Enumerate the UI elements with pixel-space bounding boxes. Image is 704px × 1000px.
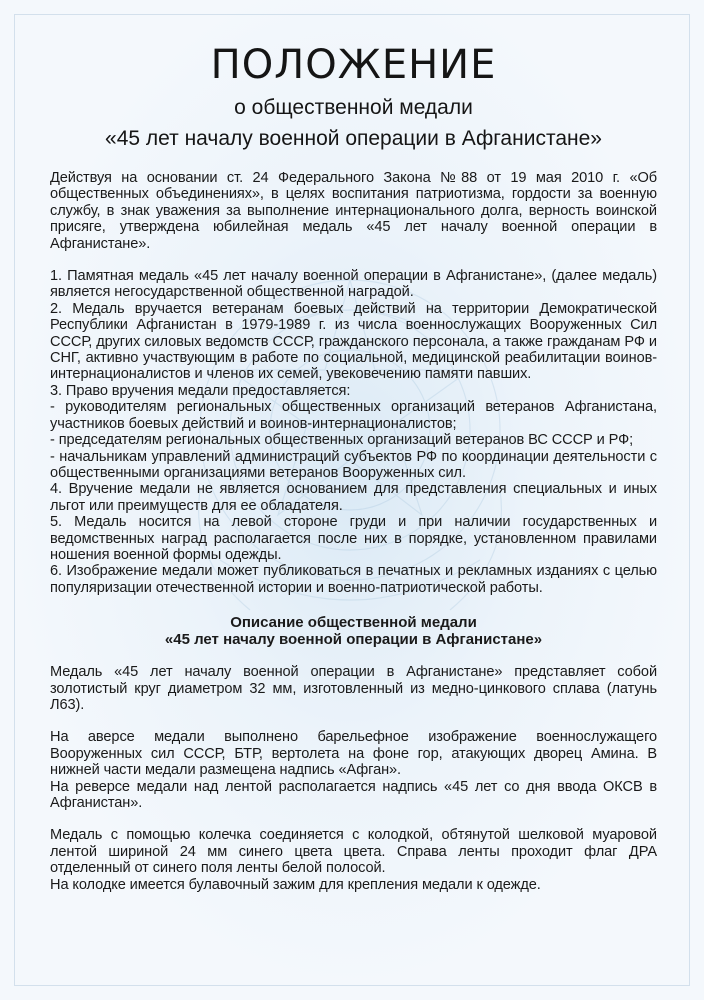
subtitle-line-1: о общественной медали: [234, 96, 473, 119]
subtitle-line-2: «45 лет началу военной операции в Афганистане»: [105, 127, 602, 150]
item-5: 5. Медаль носится на левой стороне груди и при наличии государственных и ведомственных наград располагается после них в порядке, установленном правилами ношения военной формы одежды.: [50, 514, 657, 563]
item-4: 4. Вручение медали не является основанием для представления специальных и иных льгот или преимуществ для ее обладателя.: [50, 481, 657, 514]
description-paragraph-5: На колодке имеется булавочный зажим для крепления медали к одежде.: [50, 876, 541, 893]
description-heading-line-1: Описание общественной медали: [230, 614, 477, 632]
document-content: [50, 40, 657, 893]
item-3: 3. Право вручения медали предоставляется:: [50, 382, 351, 399]
document-title: ПОЛОЖЕНИЕ: [210, 42, 497, 88]
description-paragraph-1: Медаль «45 лет началу военной операции в Афганистане» представляет собой золотистый круг диаметром 32 мм, изготовленный из медно-цинкового сплава (латунь Л63).: [50, 664, 657, 713]
description-paragraph-4: Медаль с помощью колечка соединяется с колодкой, обтянутой шелковой муаровой лентой шириной 24 мм синего цвета цвета. Справа ленты проходит флаг ДРА отделенный от синего поля ленты белой полосой.: [50, 827, 657, 877]
item-3-sub-3: - начальникам управлений администраций субъектов РФ по координации деятельности с общественными организациями ветеранов Вооруженных сил.: [50, 448, 657, 481]
description-paragraph-3: На реверсе медали над лентой располагается надпись «45 лет со дня ввода ОКСВ в Афганистан».: [50, 778, 657, 811]
spacer: [50, 713, 657, 729]
description-heading: [50, 614, 657, 648]
item-2: 2. Медаль вручается ветеранам боевых действий на территории Демократической Республики Афганистан в 1979-1989 г. из числа военнослужащих Вооруженных Сил СССР, других силовых ведомств СССР, гражданского персонала, а также гражданам РФ и СНГ, активно участвующим в работе по социальной, медицинской реабилитации воинов-интернационалистов и членов их семей, увековечению памяти павших.: [50, 300, 657, 383]
spacer: [50, 648, 657, 664]
item-3-sub-2: - председателям региональных общественных организаций ветеранов ВС СССР и РФ;: [50, 432, 634, 449]
item-1: 1. Памятная медаль «45 лет началу военной операции в Афганистане», (далее медаль) является негосударственной общественной наградой.: [50, 268, 657, 301]
item-6: 6. Изображение медали может публиковаться в печатных и рекламных изданиях с целью популяризации отечественной истории и военно-патриотической работы.: [50, 563, 657, 596]
intro-paragraph: Действуя на основании ст. 24 Федерального Закона №88 от 19 мая 2010 г. «Об общественных объединениях», в целях воспитания патриотизма, гордости за военную службу, в знак уважения за выполнение интернационального долга, верность воинской присяге, утверждена юбилейная медаль «45 лет началу военной операции в Афганистане».: [50, 170, 657, 252]
item-3-sub-1: - руководителям региональных общественных организаций ветеранов Афганистана, участников боевых действий и воинов-интернационалистов;: [50, 399, 657, 432]
spacer: [50, 252, 657, 268]
description-heading-line-2: «45 лет началу военной операции в Афганистане»: [164, 631, 543, 649]
spacer: [50, 811, 657, 827]
description-paragraph-2: На аверсе медали выполнено барельефное изображение военнослужащего Вооруженных сил СССР, БТР, вертолета на фоне гор, атакующих дворец Амина. В нижней части медали размещена надпись «Афган».: [50, 729, 657, 779]
